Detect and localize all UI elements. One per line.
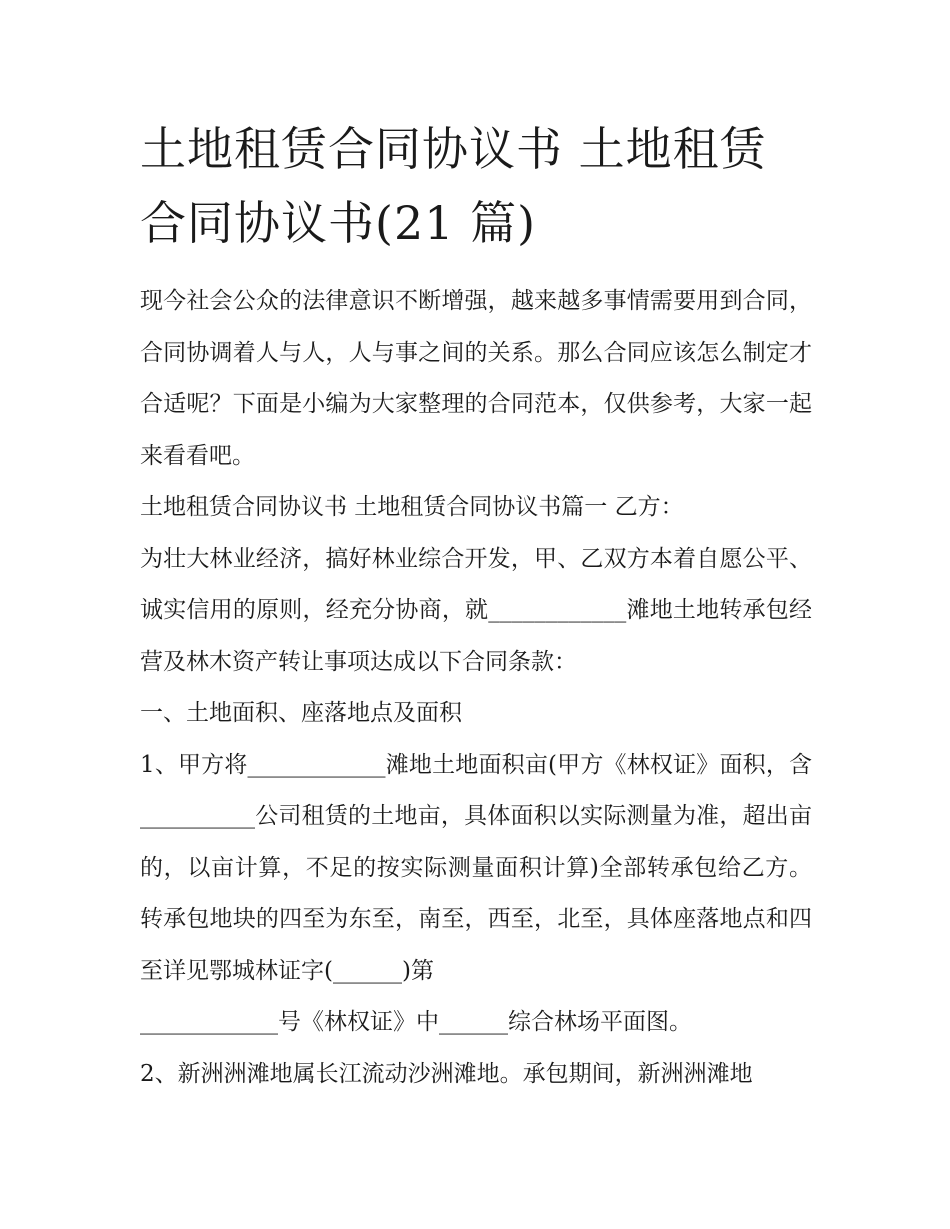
- paragraph-intro: 现今社会公众的法律意识不断增强，越来越多事情需要用到合同，合同协调着人与人，人与事之间的关系。那么合同应该怎么制定才合适呢？下面是小编为大家整理的合同范本，仅供参考，大家一起来看看吧。: [140, 288, 812, 469]
- document-body: [140, 276, 812, 1100]
- paragraph-clause-2: 2、新洲洲滩地属长江流动沙洲滩地。承包期间，新洲洲滩地: [140, 1060, 753, 1087]
- document-title: [140, 112, 820, 260]
- paragraph-heading-part1: 土地租赁合同协议书 土地租赁合同协议书篇一 乙方：: [140, 494, 684, 520]
- paragraph-clause-1-continued: ____________号《林权证》中______综合林场平面图。: [140, 1009, 692, 1035]
- document-title-line2: 合同协议书(21 篇): [140, 196, 537, 250]
- paragraph-purpose: 为壮大林业经济，搞好林业综合开发，甲、乙双方本着自愿公平、诚实信用的原则，经充分协商，就____________滩地土地转承包经营及林木资产转让事项达成以下合同条款：: [140, 545, 812, 675]
- paragraph-clause-1: 1、甲方将____________滩地土地面积亩(甲方《林权证》面积，含__________公司租赁的土地亩，具体面积以实际测量为准，超出亩的，以亩计算，不足的按实际测量面积计算)全部转承包给乙方。转承包地块的四至为东至，南至，西至，北至，具体座落地点和四至详见鄂城林证字(______)第: [140, 751, 812, 984]
- document-title-line1: 土地租赁合同协议书 土地租赁: [140, 122, 767, 176]
- paragraph-section-1-heading: 一、土地面积、座落地点及面积: [140, 700, 462, 726]
